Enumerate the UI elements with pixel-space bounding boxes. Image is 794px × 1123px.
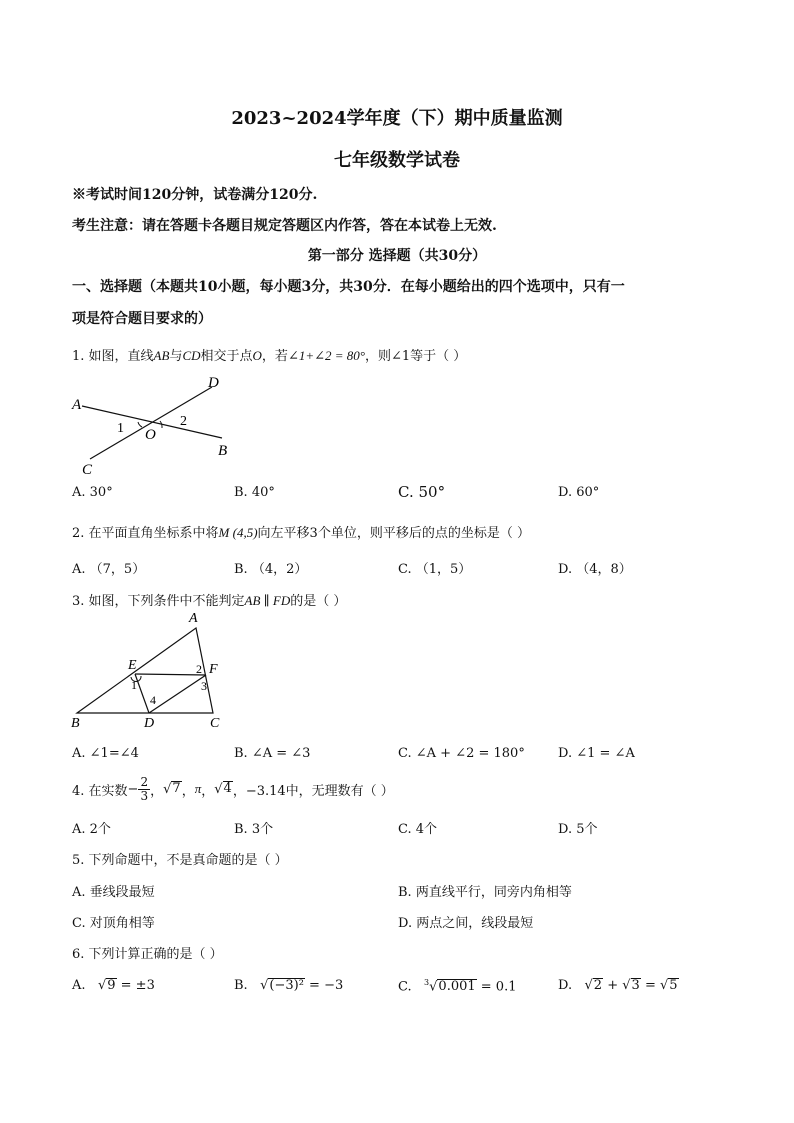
question-5-stem: 5. 下列命题中，不是真命题的是（ ） (72, 853, 288, 868)
q4-option-a[interactable]: A. 2个 (72, 822, 111, 837)
question-2-stem: 2. 在平面直角坐标系中将M (4,5)向左平移3个单位，则平移后的点的坐标是（ ） (72, 525, 530, 541)
q4-option-b[interactable]: B. 3个 (234, 822, 274, 837)
segment-de (135, 674, 149, 713)
question-6-stem: 6. 下列计算正确的是（ ） (72, 947, 223, 962)
q1-option-a[interactable]: A. 30° (72, 485, 113, 500)
question-3-figure (65, 612, 240, 732)
question-1-figure (60, 370, 240, 475)
label-angle-2: 2 (196, 662, 202, 676)
q3-option-d[interactable]: D. ∠1 = ∠A (558, 746, 635, 761)
q4-option-c[interactable]: C. 4个 (398, 822, 438, 837)
instructions-line1: 一、选择题（本题共10小题，每小题3分，共30分．在每小题给出的四个选项中，只有一 (72, 279, 625, 295)
label-angle-1: 1 (117, 421, 124, 436)
q2-option-b[interactable]: B. （4，2） (234, 562, 308, 577)
candidate-note: 考生注意：请在答题卡各题目规定答题区内作答，答在本试卷上无效. (72, 218, 497, 234)
q5-option-a[interactable]: A. 垂线段最短 (72, 885, 155, 900)
q5-option-d[interactable]: D. 两点之间，线段最短 (398, 916, 534, 931)
exam-time-note: ※考试时间120分钟，试卷满分120分. (72, 187, 318, 203)
question-1-stem: 1. 如图，直线AB与CD相交于点O，若∠1+∠2 = 80°，则∠1等于（ ） (72, 348, 467, 364)
instructions-line2: 项是符合题目要求的） (72, 311, 212, 327)
angle-1-arc (138, 422, 142, 427)
fraction-two-thirds: $\frac{2}{3}$ (140, 774, 149, 803)
label-c: C (210, 716, 220, 731)
label-b: B (218, 443, 228, 459)
label-o: O (145, 427, 156, 443)
q4-option-d[interactable]: D. 5个 (558, 822, 598, 837)
q5-option-c[interactable]: C. 对顶角相等 (72, 916, 155, 931)
question-4-stem: 4. 在实数 − $\frac{2}{3}$ ， √ 7 ， π ， √ 4 ，−3.14中，无理数有（ ） (72, 774, 394, 803)
q5-option-b[interactable]: B. 两直线平行，同旁内角相等 (398, 885, 572, 900)
question-3-stem: 3. 如图，下列条件中不能判定AB ∥ FD的是（ ） (72, 593, 347, 609)
exam-title: 2023~2024学年度（下）期中质量监测 (231, 108, 563, 129)
label-a: A (189, 612, 198, 626)
label-a: A (72, 397, 82, 413)
exam-subtitle: 七年级数学试卷 (334, 150, 460, 171)
q6-option-d[interactable]: D. √2 + √3 = √5 (558, 978, 678, 993)
q2-option-c[interactable]: C. （1，5） (398, 562, 472, 577)
q1-option-b[interactable]: B. 40° (234, 485, 275, 500)
q6-option-b[interactable]: B. √(−3)² = −3 (234, 978, 344, 993)
q1-option-d[interactable]: D. 60° (558, 485, 600, 500)
q3-option-b[interactable]: B. ∠A = ∠3 (234, 746, 311, 761)
label-angle-4: 4 (150, 693, 156, 707)
q6-option-c[interactable]: C. $^3$√0.001 = 0.1 (398, 978, 517, 995)
label-d: D (208, 375, 219, 391)
section-heading: 第一部分 选择题（共30分） (307, 248, 487, 264)
label-angle-1: 1 (131, 678, 137, 692)
label-c: C (82, 462, 93, 475)
q6-option-a[interactable]: A. √9 = ±3 (72, 978, 155, 993)
label-f: F (209, 662, 218, 677)
label-angle-2: 2 (180, 414, 187, 429)
q3-option-a[interactable]: A. ∠1=∠4 (72, 746, 139, 761)
segment-df (149, 675, 206, 713)
line-cd (90, 387, 212, 459)
q2-option-d[interactable]: D. （4，8） (558, 562, 632, 577)
q3-option-c[interactable]: C. ∠A + ∠2 = 180° (398, 746, 525, 761)
label-angle-3: 3 (201, 679, 207, 693)
label-e: E (128, 658, 137, 673)
q1-option-c[interactable]: C. 50° (398, 483, 446, 501)
label-d: D (144, 716, 155, 731)
label-b: B (71, 716, 80, 731)
q2-option-a[interactable]: A. （7，5） (72, 562, 146, 577)
